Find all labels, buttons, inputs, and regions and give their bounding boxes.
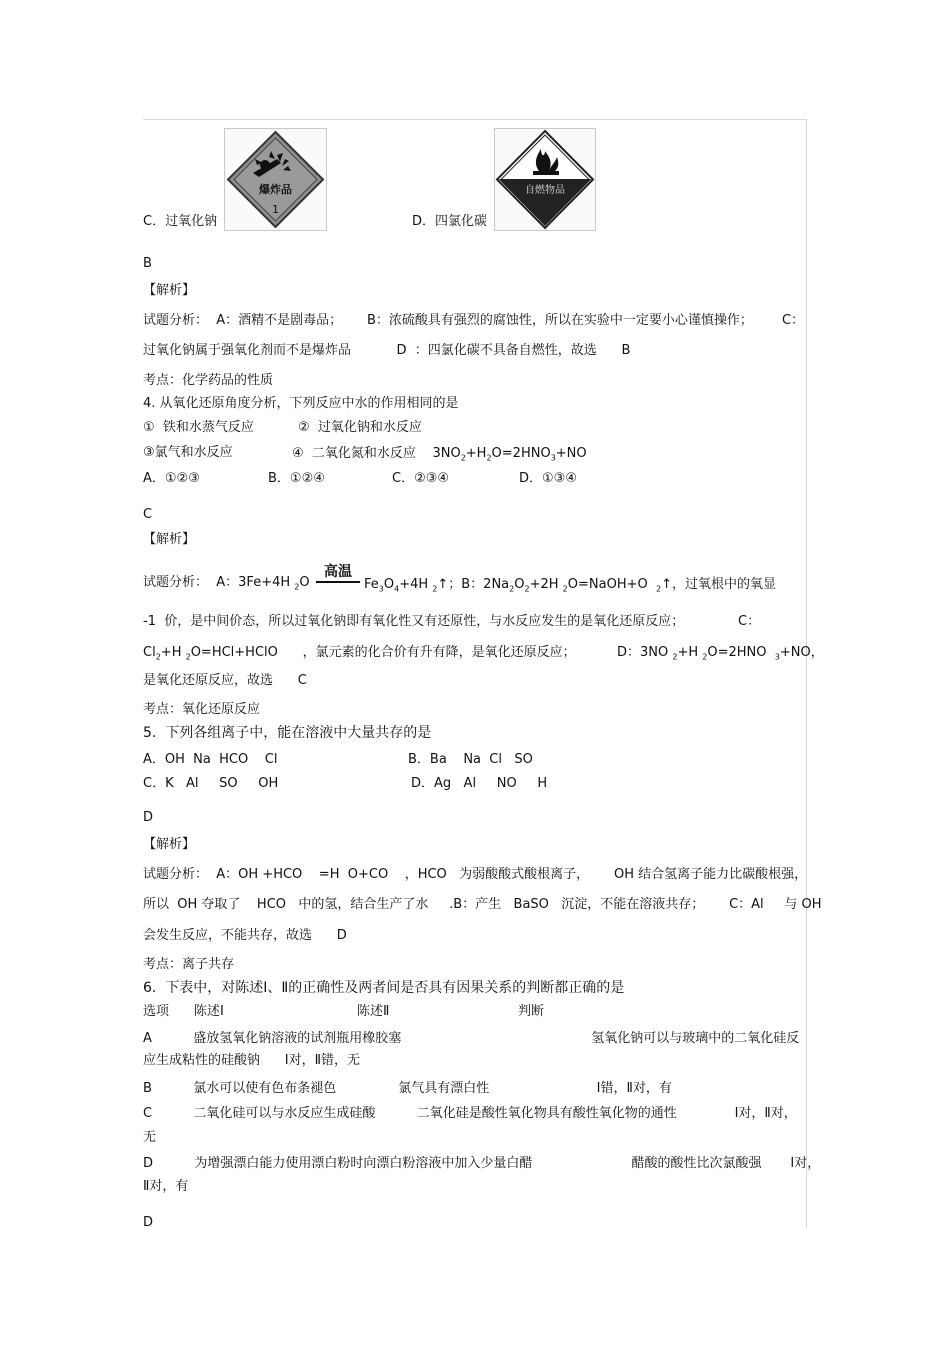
q5-answer: D bbox=[143, 810, 154, 825]
q4-analysis-header: 【解析】 bbox=[143, 532, 196, 547]
q4-stem: 4. 从氧化还原角度分析，下列反应中水的作用相同的是 bbox=[143, 396, 459, 411]
q6-header-option: 选项 bbox=[143, 1004, 170, 1019]
q5-option-b: B．Ba Na Cl SO bbox=[408, 752, 533, 767]
explosive-hazard-sign bbox=[224, 128, 327, 231]
q4-item-4: ④ 二氧化氮和水反应 $3NO_2+H_2O=2HNO_3+NO$ bbox=[292, 446, 587, 463]
page-border-right bbox=[806, 119, 807, 1229]
q6-row-d-line1: D 为增强漂白能力使用漂白粉时向漂白粉溶液中加入少量白醋 醋酸的酸性比次氯酸强 Ⅰ对， bbox=[143, 1156, 821, 1171]
svg-text:高温: 高温 bbox=[324, 564, 352, 580]
q5-analysis-line3: 会发生反应，不能共存，故选 D bbox=[143, 928, 347, 943]
q6-header-judgement: 判断 bbox=[518, 1004, 545, 1019]
q3-analysis-line1-tail: C： bbox=[782, 313, 805, 328]
q5-analysis-line2: 所以 OH 夺取了 HCO 中的氢，结合生产了水 .B：产生 BaSO 沉淀，不能在溶液共存； C：Al 与 OH bbox=[143, 897, 822, 912]
q6-row-d-line2: Ⅱ对，有 bbox=[143, 1179, 189, 1194]
q6-header-statement-1: 陈述Ⅰ bbox=[194, 1004, 224, 1019]
q6-row-b: B 氯水可以使有色布条褪色 氯气具有漂白性 Ⅰ错，Ⅱ对，有 bbox=[143, 1081, 672, 1096]
q3-analysis-line1: 试题分析： A：酒精不是剧毒品； B：浓硫酸具有强烈的腐蚀性，所以在实验中一定要小心谨慎操作； bbox=[143, 313, 753, 328]
q3-analysis-header: 【解析】 bbox=[143, 283, 196, 298]
spontaneous-combustion-hazard-sign bbox=[494, 128, 596, 231]
q5-kaodian: 考点：离子共存 bbox=[143, 957, 235, 972]
q4-option-c: C．②③④ bbox=[392, 471, 450, 486]
q5-analysis-line1: 试题分析： A：OH +HCO =H O+CO ，HCO 为弱酸酸式酸根离子， OH 结合氢离子能力比碳酸根强， bbox=[143, 867, 808, 882]
q3-analysis-line2: 过氧化钠属于强氧化剂而不是爆炸品 D ：四氯化碳不具备自燃性，故选 B bbox=[143, 343, 631, 358]
q4-kaodian: 考点：氧化还原反应 bbox=[143, 702, 261, 717]
sign-c-caption: 爆炸品 bbox=[259, 183, 292, 196]
q4-item-1: ① 铁和水蒸气反应 bbox=[143, 420, 254, 435]
q4-analysis-line3: $Cl_2+H$ $_2$O=HCl+HClO ，氯元素的化合价有升有降，是氧化还原反应； D：3NO $_2$+H $_2$O=2HNO $_3$+NO， bbox=[143, 645, 824, 662]
q4-answer: C bbox=[143, 507, 153, 522]
q6-row-a-line2: 应生成粘性的硅酸钠 Ⅰ对，Ⅱ错，无 bbox=[143, 1053, 361, 1068]
q4-analysis-line2: -1 价，是中间价态，所以过氧化钠即有氧化性又有还原性，与水反应发生的是氧化还原反应； bbox=[143, 614, 685, 629]
q3-answer: B bbox=[143, 256, 152, 271]
q4-option-d: D．①③④ bbox=[519, 471, 577, 486]
q6-row-c-line2: 无 bbox=[143, 1130, 157, 1145]
q4-analysis-line1: 试题分析： A：3Fe+4H $_2$O bbox=[143, 575, 310, 592]
sign-d-caption: 自燃物品 bbox=[525, 185, 565, 196]
q3-kaodian: 考点：化学药品的性质 bbox=[143, 373, 274, 388]
q6-answer: D bbox=[143, 1215, 154, 1230]
option-c-label: C．过氧化钠 bbox=[143, 214, 218, 229]
q6-row-a-line1: A 盛放氢氧化钠溶液的试剂瓶用橡胶塞 氢氧化钠可以与玻璃中的二氧化硅反 bbox=[143, 1031, 800, 1046]
page-border-top bbox=[143, 119, 807, 120]
sign-c-class: 1 bbox=[272, 203, 279, 216]
q6-row-c-line1: C 二氧化硅可以与水反应生成硅酸 二氧化硅是酸性氧化物具有酸性氧化物的通性 Ⅰ对，Ⅱ对， bbox=[143, 1106, 797, 1121]
q4-option-b: B．①②④ bbox=[268, 471, 325, 486]
q4-analysis-line2-tail: C： bbox=[738, 614, 761, 629]
high-temperature-condition bbox=[316, 561, 360, 585]
q5-option-c: C．K Al SO OH bbox=[143, 776, 279, 791]
q5-option-d: D．Ag Al NO H bbox=[411, 776, 548, 791]
q5-option-a: A．OH Na HCO Cl bbox=[143, 752, 278, 767]
q4-analysis-line1-mid: $Fe_3O_4+4H$ $_2$↑；B：$2Na_2O_2+2H$ $_2$O=NaOH+O $_2$↑，过氧根中的氧显 bbox=[364, 577, 776, 594]
q4-option-a: A．①②③ bbox=[143, 471, 200, 486]
q6-stem: 6. 下表中，对陈述Ⅰ、Ⅱ的正确性及两者间是否具有因果关系的判断都正确的是 bbox=[143, 980, 625, 996]
q5-analysis-header: 【解析】 bbox=[143, 837, 196, 852]
q4-item-2: ② 过氧化钠和水反应 bbox=[298, 420, 422, 435]
q6-header-statement-2: 陈述Ⅱ bbox=[357, 1004, 390, 1019]
q4-analysis-line4: 是氧化还原反应，故选 C bbox=[143, 673, 307, 688]
q4-item-3: ③氯气和水反应 bbox=[143, 445, 233, 460]
option-d-label: D．四氯化碳 bbox=[412, 214, 488, 229]
q5-stem: 5. 下列各组离子中，能在溶液中大量共存的是 bbox=[143, 725, 432, 741]
